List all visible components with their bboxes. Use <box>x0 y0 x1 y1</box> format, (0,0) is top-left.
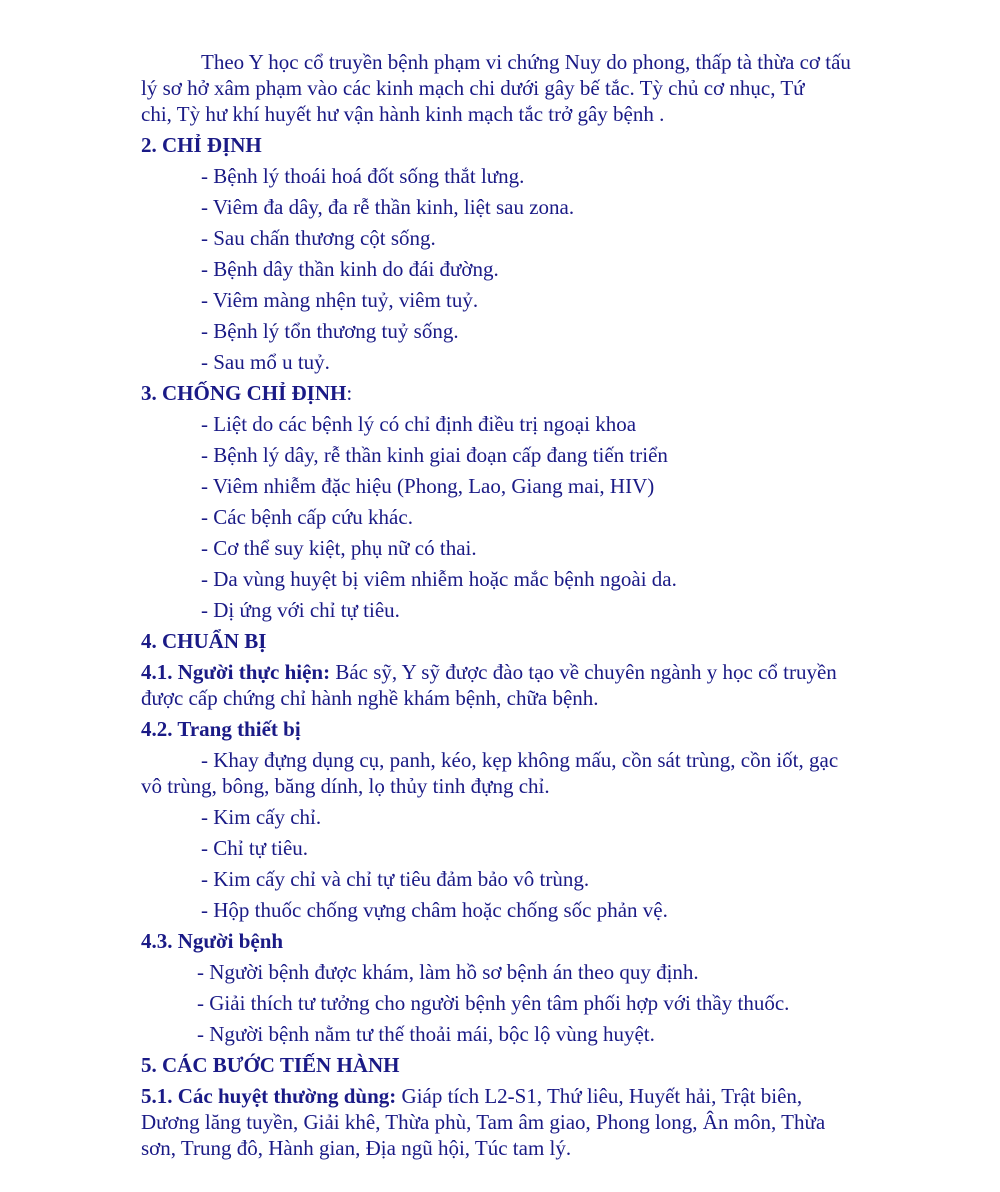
section-4-heading: 4. CHUẨN BỊ <box>141 629 267 653</box>
section-3-colon: : <box>346 381 353 405</box>
list-item: - Da vùng huyệt bị viêm nhiễm hoặc mắc bệnh ngoài da. <box>201 567 677 591</box>
section-4-2-heading: 4.2. Trang thiết bị <box>141 717 301 741</box>
section-4-1-label: 4.1. Người thực hiện: <box>141 660 331 684</box>
list-item: - Dị ứng với chỉ tự tiêu. <box>201 598 400 622</box>
list-item: - Viêm đa dây, đa rễ thần kinh, liệt sau zona. <box>201 195 575 219</box>
list-item: - Bệnh lý tổn thương tuỷ sống. <box>201 319 459 343</box>
list-item: - Các bệnh cấp cứu khác. <box>201 505 413 529</box>
list-item: - Người bệnh được khám, làm hồ sơ bệnh án theo quy định. <box>197 960 699 984</box>
section-5-1-text-1: Giáp tích L2-S1, Thứ liêu, Huyết hải, Trật biên, <box>396 1084 803 1108</box>
list-item: - Sau chấn thương cột sống. <box>201 226 436 250</box>
section-5-heading: 5. CÁC BƯỚC TIẾN HÀNH <box>141 1053 400 1077</box>
list-item: - Viêm nhiễm đặc hiệu (Phong, Lao, Giang mai, HIV) <box>201 474 655 498</box>
list-item: - Viêm màng nhện tuỷ, viêm tuỷ. <box>201 288 479 312</box>
section-4-3-heading: 4.3. Người bệnh <box>141 929 284 953</box>
intro-line-1: Theo Y học cổ truyền bệnh phạm vi chứng Nuy do phong, thấp tà thừa cơ tấu <box>201 50 851 74</box>
list-item: - Liệt do các bệnh lý có chỉ định điều trị ngoại khoa <box>201 412 637 436</box>
section-5-1-text-3: sơn, Trung đô, Hành gian, Địa ngũ hội, Túc tam lý. <box>141 1136 572 1160</box>
list-item: - Hộp thuốc chống vựng châm hoặc chống sốc phản vệ. <box>201 898 668 922</box>
section-5-1-label: 5.1. Các huyệt thường dùng: <box>141 1084 397 1108</box>
section-5-1-text-2: Dương lăng tuyền, Giải khê, Thừa phù, Tam âm giao, Phong long, Ân môn, Thừa <box>141 1110 826 1134</box>
section-4-2-line-2: vô trùng, bông, băng dính, lọ thủy tinh đựng chỉ. <box>141 774 550 798</box>
section-4-1 <box>141 659 917 711</box>
section-4-1-text-2: được cấp chứng chỉ hành nghề khám bệnh, chữa bệnh. <box>141 686 599 710</box>
intro-line-2: lý sơ hở xâm phạm vào các kinh mạch chi dưới gây bế tắc. Tỳ chủ cơ nhục, Tứ <box>141 76 805 100</box>
section-3-title: 3. CHỐNG CHỈ ĐỊNH <box>141 381 347 405</box>
section-2-list <box>141 163 917 375</box>
list-item: - Bệnh lý thoái hoá đốt sống thắt lưng. <box>201 164 525 188</box>
list-item: - Người bệnh nằm tư thế thoải mái, bộc lộ vùng huyệt. <box>197 1022 655 1046</box>
section-4-1-text-1: Bác sỹ, Y sỹ được đào tạo về chuyên ngành y học cổ truyền <box>330 660 837 684</box>
section-4-2-line-1: - Khay đựng dụng cụ, panh, kéo, kẹp không mấu, cồn sát trùng, cồn iốt, gạc <box>201 748 839 772</box>
section-2-heading: 2. CHỈ ĐỊNH <box>141 133 262 157</box>
section-4-2-body <box>141 747 917 923</box>
list-item: - Chỉ tự tiêu. <box>201 836 309 860</box>
list-item: - Kim cấy chỉ. <box>201 805 322 829</box>
list-item: - Bệnh dây thần kinh do đái đường. <box>201 257 499 281</box>
list-item: - Sau mổ u tuỷ. <box>201 350 330 374</box>
list-item: - Giải thích tư tưởng cho người bệnh yên tâm phối hợp với thầy thuốc. <box>197 991 790 1015</box>
section-3-list <box>141 411 917 623</box>
document-page <box>141 49 917 1166</box>
section-4-3-list <box>141 959 917 1047</box>
section-5-1 <box>141 1083 917 1161</box>
list-item: - Kim cấy chỉ và chỉ tự tiêu đảm bảo vô trùng. <box>201 867 590 891</box>
section-3-heading <box>141 380 917 406</box>
list-item: - Cơ thể suy kiệt, phụ nữ có thai. <box>201 536 477 560</box>
intro-paragraph <box>141 49 917 127</box>
intro-line-3: chi, Tỳ hư khí huyết hư vận hành kinh mạch tắc trở gây bệnh . <box>141 102 665 126</box>
list-item: - Bệnh lý dây, rễ thần kinh giai đoạn cấp đang tiến triển <box>201 443 668 467</box>
